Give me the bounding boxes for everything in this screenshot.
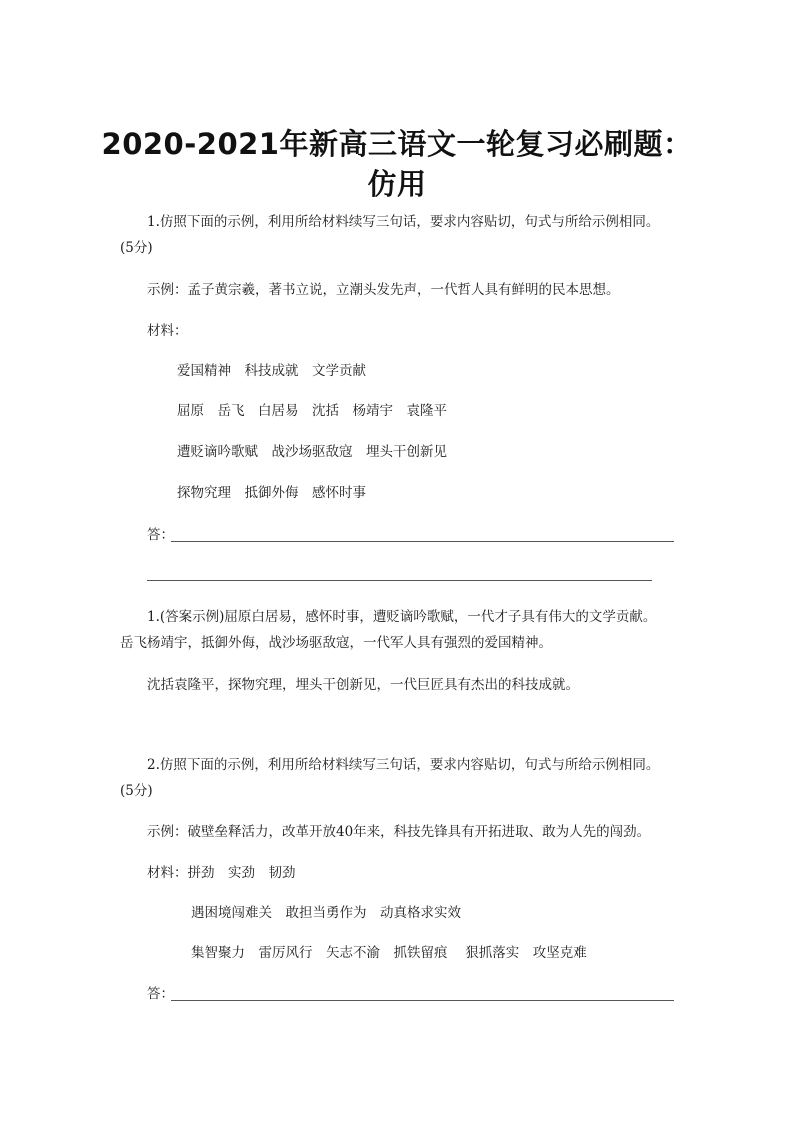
a1-line-3: 沈括袁隆平，探物究理，埋头干创新见，一代巨匠具有杰出的科技成就。	[147, 677, 579, 693]
a1-line-2: 岳飞杨靖宇，抵御外侮，战沙场驱敌寇，一代军人具有强烈的爱国精神。	[120, 635, 552, 651]
q2-stem-line-1: 2.仿照下面的示例，利用所给材料续写三句话，要求内容贴切，句式与所给示例相同。	[147, 757, 660, 773]
q1-material-row-3: 遭贬谪吟歌赋 战沙场驱敌寇 埋头干创新见	[177, 444, 447, 460]
q2-material-line: 材料：拼劲 实劲 韧劲	[147, 865, 296, 881]
page-title-line-1: 2020-2021年新高三语文一轮复习必刷题：	[101, 127, 693, 161]
q1-answer-line-1	[171, 541, 674, 542]
q2-material-row-1: 遇困境闯难关 敢担当勇作为 动真格求实效	[191, 905, 461, 921]
q1-example: 示例：孟子黄宗羲，著书立说，立潮头发先声，一代哲人具有鲜明的民本思想。	[147, 282, 620, 298]
q2-answer-line	[171, 1000, 674, 1001]
q1-material-row-4: 探物究理 抵御外侮 感怀时事	[177, 485, 366, 501]
page-title-line-2: 仿用	[367, 167, 427, 201]
q1-answer-label: 答：	[147, 527, 174, 543]
q1-material-row-1: 爱国精神 科技成就 文学贡献	[177, 363, 366, 379]
q1-material-label: 材料：	[147, 323, 188, 339]
q1-material-row-2: 屈原 岳飞 白居易 沈括 杨靖宇 袁隆平	[177, 403, 447, 419]
q2-example: 示例：破壁垒释活力，改革开放40年来，科技先锋具有开拓进取、敢为人先的闯劲。	[147, 824, 651, 840]
q2-answer-label: 答：	[147, 986, 174, 1002]
q1-stem-line-2: (5分)	[120, 240, 153, 256]
q1-answer-line-2	[147, 580, 652, 581]
q1-stem-line-1: 1.仿照下面的示例，利用所给材料续写三句话，要求内容贴切，句式与所给示例相同。	[147, 214, 660, 230]
q2-material-row-2: 集智聚力 雷厉风行 矢志不渝 抓铁留痕 狠抓落实 攻坚克难	[191, 945, 587, 961]
a1-line-1: 1.(答案示例)屈原白居易，感怀时事，遭贬谪吟歌赋，一代才子具有伟大的文学贡献。	[147, 609, 657, 625]
q2-stem-line-2: (5分)	[120, 783, 153, 799]
